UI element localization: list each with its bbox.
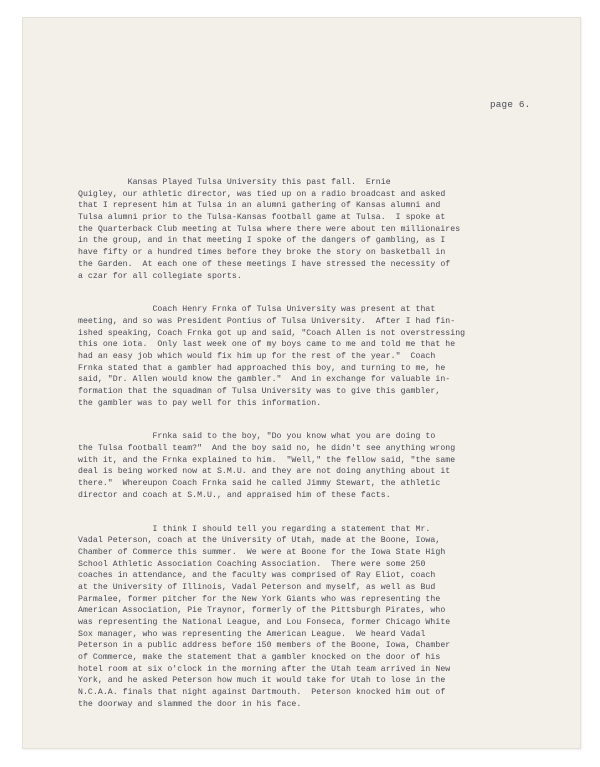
- text-line: this one iota. Only last week one of my boys came to me and told me that he: [78, 340, 456, 350]
- text-line: a czar for all collegiate sports.: [78, 271, 242, 281]
- text-line: I think I should tell you regarding a statement that Mr.: [78, 524, 431, 534]
- text-line: Kansas Played Tulsa University this past fall. Ernie: [78, 178, 391, 187]
- text-line: Coach Henry Frnka of Tulsa University was present at that: [78, 305, 436, 315]
- text-line: in the group, and in that meeting I spoke of the dangers of gambling, as I: [78, 236, 446, 246]
- text-line: the gambler was to pay well for this information.: [78, 398, 322, 408]
- text-line: Peterson in a public address before 150 members of the Boone, Iowa, Chamber: [78, 641, 451, 651]
- paragraph-tulsa-game: [78, 177, 556, 282]
- text-line: American Association, Pie Traynor, formerly of the Pittsburgh Pirates, who: [78, 606, 446, 616]
- text-line: the doorway and slammed the door in his face.: [78, 699, 302, 709]
- text-line: meeting, and so was President Pontius of Tulsa University. After I had fin-: [78, 316, 456, 326]
- text-line: Sox manager, who was representing the American League. We heard Vadal: [78, 629, 426, 639]
- text-line: ished speaking, Coach Frnka got up and said, "Coach Allen is not overstressing: [78, 328, 466, 338]
- letter-body: [78, 177, 556, 733]
- text-line: Frnka said to the boy, "Do you know what you are doing to: [78, 432, 436, 442]
- paragraph-smu: [78, 431, 556, 501]
- page-number: page 6.: [490, 99, 531, 110]
- text-line: Chamber of Commerce this summer. We were at Boone for the Iowa State High: [78, 547, 446, 557]
- document-page: [23, 18, 580, 748]
- text-line: have fifty or a hundred times before they broke the story on basketball in: [78, 248, 446, 258]
- text-line: coaches in attendance, and the faculty was comprised of Ray Eliot, coach: [78, 571, 436, 581]
- text-line: had an easy job which would fix him up for the rest of the year." Coach: [78, 351, 436, 361]
- text-line: formation that the squadman of Tulsa University was to give this gambler,: [78, 387, 441, 396]
- text-line: the Quarterback Club meeting at Tulsa where there were about ten millionaires: [78, 224, 461, 234]
- text-line: N.C.A.A. finals that night against Dartmouth. Peterson knocked him out of: [78, 688, 446, 698]
- text-line: was representing the National League, and Lou Fonseca, former Chicago White: [78, 618, 451, 627]
- text-line: with it, and the Frnka explained to him. "Well," the fellow said, "the same: [78, 455, 456, 465]
- text-line: hotel room at six o'clock in the morning after the Utah team arrived in New: [78, 664, 451, 674]
- text-line: Tulsa alumni prior to the Tulsa-Kansas football game at Tulsa. I spoke at: [78, 213, 446, 223]
- text-line: there." Whereupon Coach Frnka said he called Jimmy Stewart, the athletic: [78, 479, 441, 489]
- text-line: Parmalee, former pitcher for the New York Giants who was representing the: [78, 594, 441, 604]
- text-line: Frnka stated that a gambler had approached this boy, and turning to me, he: [78, 363, 446, 373]
- text-line: at the University of Illinois, Vadal Peterson and myself, as well as Bud: [78, 582, 436, 592]
- text-line: School Athletic Association Coaching Association. There were some 250: [78, 559, 426, 569]
- text-line: the Tulsa football team?" And the boy said no, he didn't see anything wrong: [78, 444, 456, 454]
- text-line: Quigley, our athletic director, was tied up on a radio broadcast and asked: [78, 189, 446, 199]
- paragraph-coach-frnka: [78, 304, 556, 409]
- text-line: that I represent him at Tulsa in an alumni gathering of Kansas alumni and: [78, 201, 441, 211]
- text-line: said, "Dr. Allen would know the gambler." And in exchange for valuable in-: [78, 375, 451, 385]
- paragraph-vadal-peterson: [78, 524, 556, 711]
- text-line: the Garden. At each one of these meetings I have stressed the necessity of: [78, 259, 451, 269]
- text-line: York, and he asked Peterson how much it would take for Utah to lose in the: [78, 676, 446, 686]
- text-line: director and coach at S.M.U., and appraised him of these facts.: [78, 490, 391, 500]
- text-line: Vadal Peterson, coach at the University of Utah, made at the Boone, Iowa,: [78, 536, 441, 546]
- text-line: of Commerce, make the statement that a gambler knocked on the door of his: [78, 653, 441, 663]
- text-line: deal is being worked now at S.M.U. and they are not doing anything about it: [78, 467, 451, 477]
